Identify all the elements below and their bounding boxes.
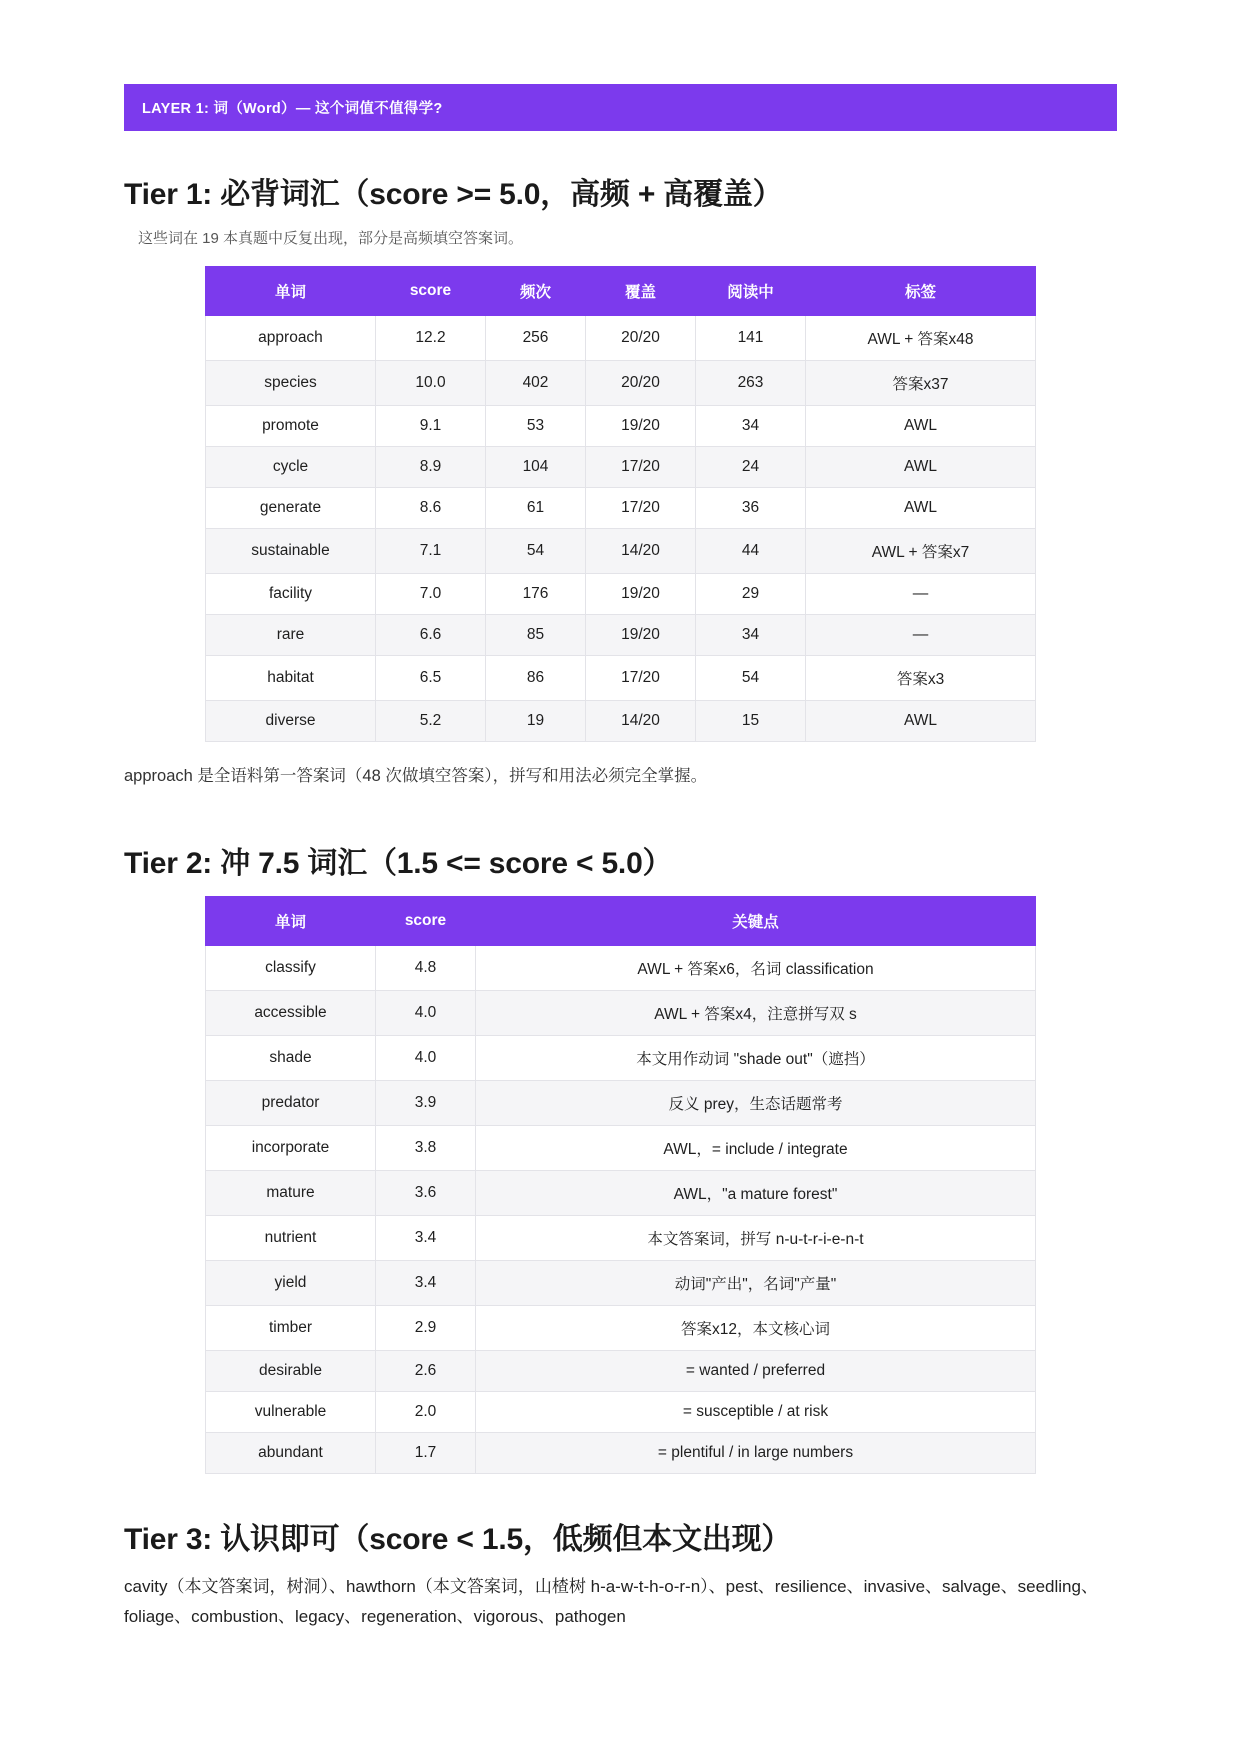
table-row [206, 991, 1036, 1036]
cell-tag: AWL [806, 406, 1036, 447]
section-spacer [124, 786, 1117, 838]
cell-score: 8.9 [376, 447, 486, 488]
table-row [206, 1036, 1036, 1081]
cell-word: cycle [206, 447, 376, 488]
cell-frequency: 104 [486, 447, 586, 488]
column-header-score: score [376, 897, 476, 946]
cell-frequency: 19 [486, 701, 586, 742]
tier1-caption: approach 是全语料第一答案词（48 次做填空答案），拼写和用法必须完全掌握。 [124, 767, 708, 785]
table-row [206, 615, 1036, 656]
cell-frequency: 61 [486, 488, 586, 529]
table-row [206, 1081, 1036, 1126]
table-row [206, 1306, 1036, 1351]
cell-word: sustainable [206, 529, 376, 574]
cell-tag: 答案x37 [806, 361, 1036, 406]
table-row [206, 488, 1036, 529]
cell-score: 3.4 [376, 1216, 476, 1261]
cell-word: desirable [206, 1351, 376, 1392]
tier1-note: 这些词在 19 本真题中反复出现，部分是高频填空答案词。 [138, 230, 524, 247]
table-row [206, 1126, 1036, 1171]
cell-keypoint: = plentiful / in large numbers [476, 1433, 1036, 1474]
cell-tag: — [806, 574, 1036, 615]
cell-in-reading: 15 [696, 701, 806, 742]
cell-score: 6.6 [376, 615, 486, 656]
cell-word: yield [206, 1261, 376, 1306]
table-row [206, 529, 1036, 574]
table-row [206, 1351, 1036, 1392]
cell-word: vulnerable [206, 1392, 376, 1433]
cell-score: 3.4 [376, 1261, 476, 1306]
table-row [206, 316, 1036, 361]
cell-tag: 答案x3 [806, 656, 1036, 701]
cell-score: 3.9 [376, 1081, 476, 1126]
cell-word: promote [206, 406, 376, 447]
table-row [206, 1261, 1036, 1306]
section-spacer [124, 1474, 1117, 1514]
cell-word: facility [206, 574, 376, 615]
cell-coverage: 20/20 [586, 361, 696, 406]
cell-keypoint: 反义 prey，生态话题常考 [476, 1081, 1036, 1126]
cell-keypoint: 本文用作动词 "shade out"（遮挡） [476, 1036, 1036, 1081]
table-header-row [206, 897, 1036, 946]
cell-score: 5.2 [376, 701, 486, 742]
cell-score: 2.6 [376, 1351, 476, 1392]
cell-word: shade [206, 1036, 376, 1081]
cell-keypoint: 答案x12，本文核心词 [476, 1306, 1036, 1351]
cell-coverage: 19/20 [586, 406, 696, 447]
table-row [206, 361, 1036, 406]
tier1-title: Tier 1: 必背词汇（score >= 5.0，高频 + 高覆盖） [124, 178, 783, 211]
cell-coverage: 20/20 [586, 316, 696, 361]
column-header-keypoint: 关键点 [476, 897, 1036, 946]
tier1-table [205, 266, 1036, 742]
cell-score: 4.8 [376, 946, 476, 991]
cell-in-reading: 44 [696, 529, 806, 574]
table-row [206, 1433, 1036, 1474]
cell-keypoint: AWL，= include / integrate [476, 1126, 1036, 1171]
cell-coverage: 14/20 [586, 701, 696, 742]
cell-score: 2.9 [376, 1306, 476, 1351]
cell-word: species [206, 361, 376, 406]
column-header-word: 单词 [206, 267, 376, 316]
cell-score: 3.6 [376, 1171, 476, 1216]
cell-in-reading: 36 [696, 488, 806, 529]
tier2-title: Tier 2: 冲 7.5 词汇（1.5 <= score < 5.0） [124, 847, 673, 880]
cell-score: 8.6 [376, 488, 486, 529]
cell-word: mature [206, 1171, 376, 1216]
cell-word: accessible [206, 991, 376, 1036]
table-row [206, 1216, 1036, 1261]
table-row [206, 656, 1036, 701]
cell-in-reading: 34 [696, 615, 806, 656]
cell-keypoint: = susceptible / at risk [476, 1392, 1036, 1433]
cell-frequency: 53 [486, 406, 586, 447]
cell-word: incorporate [206, 1126, 376, 1171]
cell-score: 3.8 [376, 1126, 476, 1171]
cell-frequency: 402 [486, 361, 586, 406]
cell-word: generate [206, 488, 376, 529]
column-header-word: 单词 [206, 897, 376, 946]
table-row [206, 701, 1036, 742]
cell-word: nutrient [206, 1216, 376, 1261]
cell-score: 1.7 [376, 1433, 476, 1474]
cell-word: rare [206, 615, 376, 656]
tier2-table [205, 896, 1036, 1474]
table-row [206, 447, 1036, 488]
cell-tag: — [806, 615, 1036, 656]
cell-keypoint: AWL，"a mature forest" [476, 1171, 1036, 1216]
cell-tag: AWL + 答案x48 [806, 316, 1036, 361]
cell-in-reading: 54 [696, 656, 806, 701]
cell-word: classify [206, 946, 376, 991]
table-row [206, 1392, 1036, 1433]
cell-word: timber [206, 1306, 376, 1351]
cell-keypoint: = wanted / preferred [476, 1351, 1036, 1392]
cell-score: 6.5 [376, 656, 486, 701]
cell-score: 4.0 [376, 991, 476, 1036]
cell-frequency: 85 [486, 615, 586, 656]
column-header-tag: 标签 [806, 267, 1036, 316]
cell-keypoint: AWL + 答案x4，注意拼写双 s [476, 991, 1036, 1036]
cell-keypoint: 本文答案词，拼写 n-u-t-r-i-e-n-t [476, 1216, 1036, 1261]
layer-banner: LAYER 1: 词（Word）— 这个词值不值得学? [124, 84, 1117, 131]
cell-coverage: 17/20 [586, 656, 696, 701]
cell-in-reading: 141 [696, 316, 806, 361]
cell-tag: AWL [806, 701, 1036, 742]
tier3-title: Tier 3: 认识即可（score < 1.5，低频但本文出现） [124, 1523, 792, 1556]
column-header-score: score [376, 267, 486, 316]
table-row [206, 946, 1036, 991]
cell-score: 7.1 [376, 529, 486, 574]
cell-score: 2.0 [376, 1392, 476, 1433]
tier3-word-list: cavity（本文答案词，树洞）、hawthorn（本文答案词，山楂树 h-a-w-t-h-o-r-n）、pest、resilience、invasive、salvage、seedling、foliage、combustion、legacy、regeneration、vigorous、pathogen [124, 1577, 1098, 1626]
cell-score: 7.0 [376, 574, 486, 615]
cell-tag: AWL [806, 447, 1036, 488]
cell-word: diverse [206, 701, 376, 742]
cell-tag: AWL + 答案x7 [806, 529, 1036, 574]
table-row [206, 406, 1036, 447]
column-header-frequency: 频次 [486, 267, 586, 316]
cell-in-reading: 29 [696, 574, 806, 615]
cell-word: approach [206, 316, 376, 361]
cell-frequency: 256 [486, 316, 586, 361]
cell-keypoint: AWL + 答案x6，名词 classification [476, 946, 1036, 991]
table-header-row [206, 267, 1036, 316]
cell-score: 12.2 [376, 316, 486, 361]
cell-frequency: 54 [486, 529, 586, 574]
column-header-coverage: 覆盖 [586, 267, 696, 316]
cell-score: 4.0 [376, 1036, 476, 1081]
column-header-in-reading: 阅读中 [696, 267, 806, 316]
cell-in-reading: 34 [696, 406, 806, 447]
cell-frequency: 86 [486, 656, 586, 701]
cell-coverage: 14/20 [586, 529, 696, 574]
cell-score: 9.1 [376, 406, 486, 447]
cell-tag: AWL [806, 488, 1036, 529]
cell-coverage: 19/20 [586, 615, 696, 656]
cell-score: 10.0 [376, 361, 486, 406]
cell-coverage: 19/20 [586, 574, 696, 615]
cell-word: abundant [206, 1433, 376, 1474]
cell-keypoint: 动词"产出"，名词"产量" [476, 1261, 1036, 1306]
table-row [206, 1171, 1036, 1216]
cell-frequency: 176 [486, 574, 586, 615]
cell-coverage: 17/20 [586, 488, 696, 529]
table-row [206, 574, 1036, 615]
cell-in-reading: 24 [696, 447, 806, 488]
cell-in-reading: 263 [696, 361, 806, 406]
cell-coverage: 17/20 [586, 447, 696, 488]
cell-word: predator [206, 1081, 376, 1126]
cell-word: habitat [206, 656, 376, 701]
